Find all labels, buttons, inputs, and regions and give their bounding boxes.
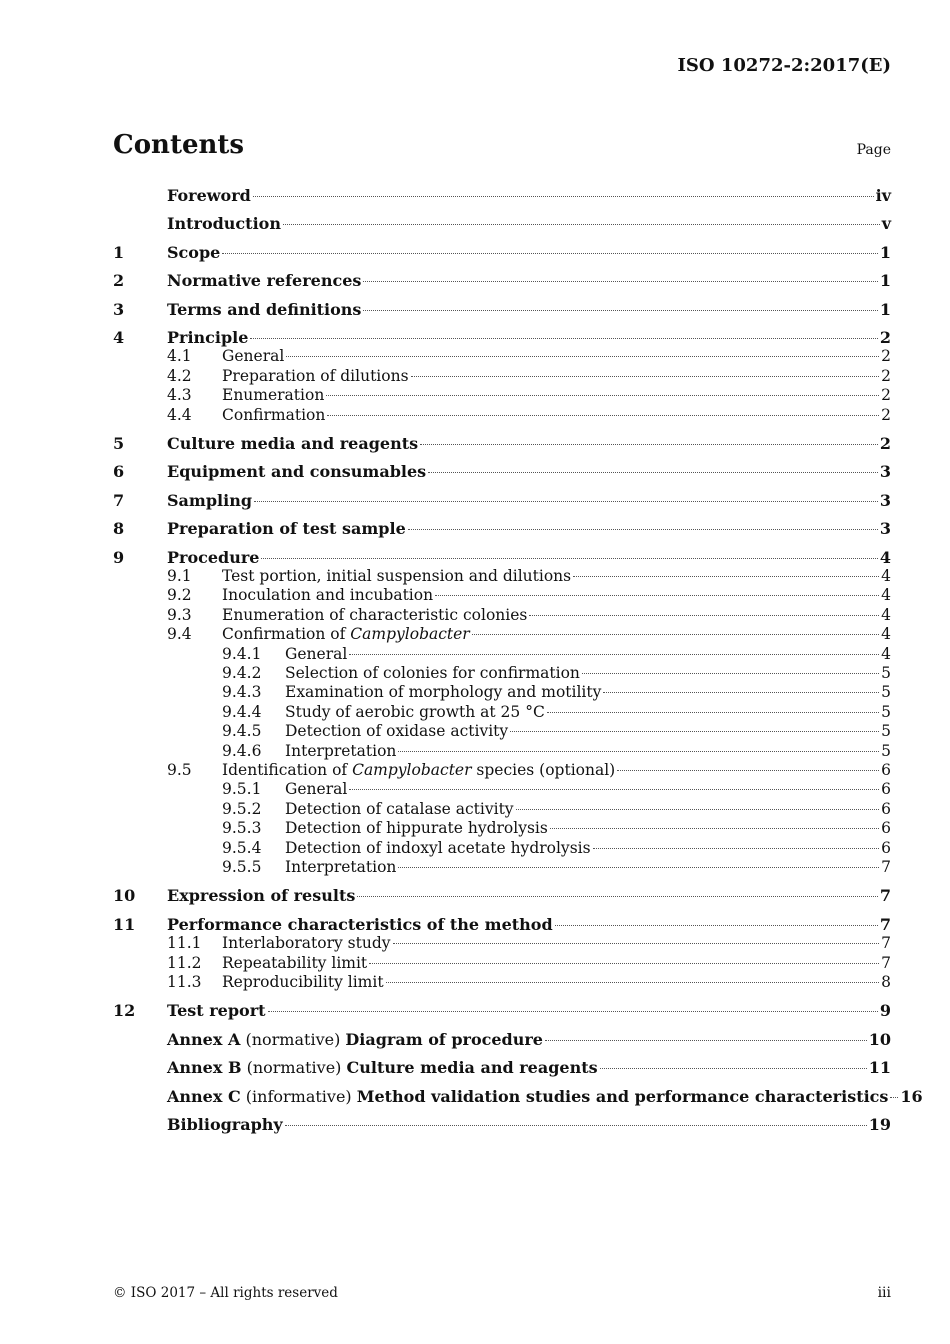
toc-entry-number: 10 — [113, 886, 136, 906]
toc-entry-title-part: Interpretation — [285, 858, 397, 876]
toc-entry-number: 11 — [113, 914, 136, 934]
toc-entry-title — [285, 722, 508, 741]
toc-entry[interactable] — [113, 858, 891, 877]
toc-entry-title — [167, 1058, 598, 1077]
toc-entry[interactable] — [113, 664, 891, 683]
toc-entry-page: 19 — [868, 1115, 891, 1134]
toc-entry-page: 3 — [879, 519, 891, 539]
toc-entry-page: 6 — [881, 799, 891, 818]
toc-entry-title-part: Reproducibility limit — [222, 973, 384, 991]
dot-leader — [428, 472, 878, 473]
toc-entry-title-part: Annex B — [167, 1058, 242, 1078]
copyright-notice: © ISO 2017 – All rights reserved — [113, 1285, 338, 1301]
toc-entry-number: 4.1 — [167, 347, 192, 366]
toc-entry[interactable] — [113, 347, 891, 366]
dot-leader — [261, 558, 877, 559]
toc-entry-title-part: Selection of colonies for confirmation — [285, 664, 580, 682]
dot-leader — [349, 789, 879, 790]
toc-entry-title-part: Equipment and consumables — [167, 462, 427, 482]
toc-entry-page: 2 — [879, 328, 891, 347]
toc-entry-title-part: Foreword — [167, 186, 251, 205]
dot-leader — [582, 673, 879, 674]
toc-entry-page: 4 — [881, 567, 891, 585]
toc-entry-title — [167, 1087, 888, 1106]
dot-leader — [369, 963, 879, 964]
toc-entry[interactable] — [113, 742, 891, 761]
toc-entry-title — [285, 664, 580, 683]
toc-entry-title — [167, 1001, 266, 1020]
toc-entry-title-part: Enumeration — [222, 386, 325, 405]
dot-leader — [600, 1068, 867, 1069]
toc-entry-page: 4 — [881, 586, 891, 605]
toc-entry-page: 4 — [879, 547, 891, 567]
dot-leader — [529, 615, 879, 616]
toc-entry-title-part: Normative references — [167, 271, 362, 291]
dot-leader — [555, 925, 878, 926]
toc-entry-title-part: Method validation studies and performance characteristics — [356, 1086, 889, 1106]
toc-entry-number: 9.4.2 — [222, 664, 262, 682]
toc-entry-number: 9.5.2 — [222, 799, 262, 818]
dot-leader — [285, 1125, 867, 1126]
toc-entry-number: 9.5.4 — [222, 838, 262, 857]
toc-entry[interactable] — [113, 1086, 923, 1106]
toc-entry[interactable] — [113, 683, 891, 702]
toc-entry-title — [167, 1115, 283, 1134]
toc-entry-page: 5 — [881, 702, 891, 721]
toc-entry-number: 9.4.6 — [222, 741, 262, 760]
dot-leader — [890, 1097, 898, 1098]
toc-entry-page: 2 — [881, 386, 891, 405]
toc-entry-page: 6 — [881, 819, 891, 838]
toc-entry-title — [167, 886, 355, 905]
dot-leader — [222, 253, 878, 254]
toc-entry-page: iv — [875, 186, 891, 205]
toc-entry-title-part: Detection of catalase activity — [285, 799, 514, 818]
toc-entry[interactable] — [113, 954, 891, 973]
toc-entry[interactable] — [113, 1001, 891, 1020]
dot-leader — [268, 1011, 878, 1012]
toc-entry-title — [222, 586, 433, 605]
toc-entry-page: 8 — [881, 973, 891, 991]
toc-entry-page: 1 — [879, 242, 891, 262]
toc-entry[interactable] — [113, 819, 891, 838]
dot-leader — [286, 356, 879, 357]
toc-entry-page: v — [881, 214, 891, 234]
toc-entry-page: 7 — [881, 858, 891, 876]
toc-entry-number: 3 — [113, 299, 125, 319]
toc-entry-title-part: Preparation of dilutions — [222, 366, 409, 385]
toc-entry[interactable] — [113, 462, 891, 481]
dot-leader — [435, 595, 879, 596]
toc-entry-title — [167, 214, 281, 233]
dot-leader — [573, 576, 879, 577]
toc-entry-title — [285, 645, 347, 664]
toc-entry-page: 3 — [879, 490, 891, 510]
toc-entry-number: 4.3 — [167, 386, 192, 405]
toc-entry-page: 5 — [881, 664, 891, 682]
toc-entry-number: 7 — [113, 490, 125, 510]
dot-leader — [254, 501, 878, 502]
toc-entry-title — [285, 800, 514, 819]
toc-entry-number: 8 — [113, 519, 125, 539]
toc-entry-title — [285, 780, 347, 799]
toc-entry[interactable] — [113, 606, 891, 625]
toc-entry[interactable] — [113, 1030, 891, 1049]
toc-entry-number: 2 — [113, 271, 125, 291]
toc-entry-title-part: (normative) — [240, 1029, 346, 1049]
toc-entry-title-part: species (optional) — [471, 761, 616, 779]
toc-entry[interactable] — [113, 703, 891, 722]
toc-entry[interactable] — [113, 915, 891, 934]
toc-entry-title-part: Bibliography — [167, 1115, 283, 1134]
toc-entry-title-part: Scope — [167, 242, 221, 262]
dot-leader — [327, 415, 879, 416]
toc-entry-title — [167, 300, 361, 319]
dot-leader — [283, 224, 880, 225]
toc-entry-number: 9.3 — [167, 605, 192, 624]
dot-leader — [398, 751, 879, 752]
toc-entry-page: 4 — [881, 605, 891, 624]
toc-entry-number: 12 — [113, 1001, 136, 1021]
toc-entry[interactable] — [113, 645, 891, 664]
dot-leader — [250, 338, 877, 339]
toc-entry[interactable] — [113, 386, 891, 405]
toc-entry[interactable] — [113, 567, 891, 586]
toc-entry[interactable] — [113, 434, 891, 453]
toc-entry[interactable] — [113, 800, 891, 819]
toc-entry-number: 9.5.1 — [222, 780, 262, 799]
toc-entry-title — [222, 954, 367, 973]
toc-entry-number: 9.4 — [167, 625, 192, 644]
toc-entry-number: 9.5 — [167, 761, 192, 779]
toc-entry-title-part: Procedure — [167, 547, 260, 567]
dot-leader — [326, 395, 879, 396]
toc-entry-number: 11.1 — [167, 934, 202, 953]
dot-leader — [516, 809, 880, 810]
toc-entry-page: 16 — [900, 1086, 923, 1106]
toc-entry-title — [167, 328, 248, 347]
toc-entry-title — [167, 186, 251, 205]
contents-heading: Contents — [113, 130, 245, 160]
dot-leader — [386, 982, 880, 983]
page-column-label: Page — [856, 142, 891, 158]
toc-entry-title-part: Introduction — [167, 214, 281, 234]
toc-entry[interactable] — [113, 186, 891, 205]
toc-entry-page: 5 — [881, 683, 891, 702]
toc-entry-title — [222, 386, 324, 405]
toc-entry-title-part: Detection of oxidase activity — [285, 722, 509, 741]
toc-entry-title-part: Preparation of test sample — [167, 519, 406, 539]
toc-entry-number: 11.3 — [167, 973, 202, 991]
toc-entry[interactable] — [113, 406, 891, 425]
toc-entry-title — [167, 1030, 543, 1049]
toc-entry-title-part: General — [285, 780, 348, 799]
toc-entry-title-part: Annex A — [167, 1029, 241, 1049]
toc-entry-title — [167, 271, 361, 290]
toc-entry-title-part: Test portion, initial suspension and dilutions — [222, 567, 572, 585]
dot-leader — [593, 848, 880, 849]
toc-entry-number: 11.2 — [167, 953, 202, 972]
toc-entry-page: 7 — [879, 914, 891, 934]
toc-entry[interactable] — [113, 586, 891, 605]
toc-entry-title — [285, 819, 548, 838]
dot-leader — [420, 444, 878, 445]
toc-entry-title — [167, 548, 259, 567]
toc-entry-title-part: Examination of morphology and motility — [285, 683, 602, 702]
toc-entry-page: 5 — [881, 722, 891, 741]
toc-entry-title-part: Enumeration of characteristic colonies — [222, 605, 528, 624]
dot-leader — [349, 654, 879, 655]
toc-entry-title-part: Inoculation and incubation — [222, 586, 434, 605]
toc-entry-title — [167, 519, 406, 538]
dot-leader — [472, 634, 879, 635]
toc-entry-title — [167, 462, 426, 481]
toc-entry-title-part: Diagram of procedure — [345, 1029, 543, 1049]
toc-entry-page: 7 — [879, 886, 891, 906]
toc-entry-page: 2 — [879, 434, 891, 453]
toc-entry-title-part: Culture media and reagents — [346, 1058, 598, 1078]
toc-entry[interactable] — [113, 625, 891, 644]
toc-entry-title-part: Detection of hippurate hydrolysis — [285, 819, 548, 838]
dot-leader — [408, 529, 878, 530]
dot-leader — [357, 896, 878, 897]
dot-leader — [363, 281, 877, 282]
dot-leader — [545, 1040, 867, 1041]
toc-entry-number: 4.4 — [167, 405, 192, 424]
toc-entry-title-part: Confirmation — [222, 405, 326, 424]
toc-entry-page: 6 — [881, 761, 891, 779]
toc-entry-title-part: (informative) — [240, 1086, 357, 1106]
dot-leader — [411, 376, 880, 377]
toc-entry[interactable] — [113, 491, 891, 510]
toc-entry-title — [285, 839, 591, 858]
dot-leader — [398, 867, 879, 868]
toc-entry-number: 9.4.4 — [222, 702, 262, 721]
toc-entry-title — [222, 606, 527, 625]
toc-entry-title-part: Culture media and reagents — [167, 434, 419, 453]
toc-entry-title — [222, 406, 325, 425]
toc-entry-page: 4 — [881, 644, 891, 663]
toc-entry-title-part: Detection of indoxyl acetate hydrolysis — [285, 838, 591, 857]
toc-entry[interactable] — [113, 973, 891, 992]
toc-entry-page: 11 — [868, 1058, 891, 1078]
toc-entry-title-part: (normative) — [241, 1058, 347, 1078]
toc-entry[interactable] — [113, 886, 891, 905]
toc-entry-number: 9 — [113, 547, 125, 567]
toc-entry[interactable] — [113, 214, 891, 233]
toc-entry-title-part: Principle — [167, 328, 249, 347]
toc-entry[interactable] — [113, 548, 891, 567]
toc-entry-number: 9.4.3 — [222, 683, 262, 702]
toc-entry-title — [167, 491, 252, 510]
toc-entry-title-part: Annex C — [167, 1086, 241, 1106]
toc-entry[interactable] — [113, 761, 891, 780]
dot-leader — [393, 943, 880, 944]
toc-entry-page: 3 — [879, 462, 891, 482]
toc-entry-page: 7 — [881, 934, 891, 953]
toc-entry[interactable] — [113, 271, 891, 290]
toc-entry-page: 10 — [868, 1029, 891, 1049]
toc-entry-number: 4.2 — [167, 366, 192, 385]
toc-entry[interactable] — [113, 1058, 891, 1077]
toc-entry-title-part: Performance characteristics of the method — [167, 914, 553, 934]
toc-entry-number: 9.2 — [167, 586, 192, 605]
toc-entry-title — [222, 567, 571, 586]
toc-entry-number: 9.4.1 — [222, 644, 262, 663]
toc-entry-page: 2 — [881, 366, 891, 385]
toc-entry[interactable] — [113, 243, 891, 262]
toc-entry-title — [285, 742, 396, 761]
toc-entry-title-part: Identification of — [222, 761, 353, 779]
toc-entry-page: 2 — [881, 347, 891, 366]
toc-entry-title-part: Sampling — [167, 490, 253, 510]
toc-entry-number: 9.4.5 — [222, 722, 262, 741]
toc-entry-title — [167, 915, 553, 934]
dot-leader — [547, 712, 879, 713]
toc-entry-number: 1 — [113, 242, 125, 262]
toc-entry-title-part: Campylobacter — [352, 761, 472, 779]
toc-entry-title-part: Expression of results — [167, 886, 356, 906]
toc-entry[interactable] — [113, 367, 891, 386]
toc-entry-page: 6 — [881, 780, 891, 799]
dot-leader — [603, 692, 879, 693]
dot-leader — [253, 196, 874, 197]
toc-entry-title-part: Confirmation of — [222, 625, 351, 644]
toc-entry-page: 2 — [881, 405, 891, 424]
toc-entry-title-part: General — [285, 644, 348, 663]
toc-entry-title-part: Study of aerobic growth at 25 °C — [285, 702, 545, 721]
toc-entry-title — [222, 347, 284, 366]
toc-entry-number: 5 — [113, 434, 125, 453]
toc-entry[interactable] — [113, 300, 891, 319]
toc-entry-number: 9.5.3 — [222, 819, 262, 838]
toc-entry-title-part: Interpretation — [285, 741, 397, 760]
toc-entry-title-part: Terms and definitions — [167, 299, 362, 319]
toc-entry-title — [222, 761, 615, 780]
toc-entry-title — [167, 434, 418, 453]
toc-entry-title-part: Repeatability limit — [222, 953, 368, 972]
toc-entry-page: 1 — [879, 299, 891, 319]
dot-leader — [510, 731, 879, 732]
toc-entry-number: 9.5.5 — [222, 858, 262, 876]
toc-entry[interactable] — [113, 934, 891, 953]
page-number: iii — [877, 1285, 891, 1301]
toc-entry-title — [285, 858, 396, 877]
toc-entry-title — [167, 243, 220, 262]
toc-entry[interactable] — [113, 1115, 891, 1134]
toc-entry-title — [285, 683, 601, 702]
toc-entry[interactable] — [113, 780, 891, 799]
toc-entry[interactable] — [113, 328, 891, 347]
toc-entry-number: 6 — [113, 462, 125, 482]
toc-entry[interactable] — [113, 839, 891, 858]
toc-entry-page: 7 — [881, 953, 891, 972]
toc-entry-page: 9 — [879, 1001, 891, 1021]
dot-leader — [363, 310, 877, 311]
toc-entry-page: 1 — [879, 271, 891, 291]
toc-entry-title — [222, 625, 470, 644]
toc-entry[interactable] — [113, 519, 891, 538]
toc-entry-page: 4 — [881, 625, 891, 644]
toc-entry-title — [222, 934, 391, 953]
toc-entry-page: 5 — [881, 741, 891, 760]
document-id: ISO 10272-2:2017(E) — [677, 55, 891, 76]
toc-entry-title-part: Campylobacter — [350, 625, 470, 644]
toc-entry-title-part: Test report — [167, 1001, 266, 1021]
toc-entry-page: 6 — [881, 838, 891, 857]
toc-entry-title — [222, 973, 384, 992]
dot-leader — [617, 770, 879, 771]
toc-entry-title — [285, 703, 545, 722]
dot-leader — [550, 828, 879, 829]
toc-entry-title-part: Interlaboratory study — [222, 934, 391, 953]
toc-entry-number: 4 — [113, 328, 125, 347]
toc-entry-title — [222, 367, 409, 386]
toc-entry[interactable] — [113, 722, 891, 741]
toc-entry-number: 9.1 — [167, 567, 192, 585]
toc-entry-title-part: General — [222, 347, 285, 366]
